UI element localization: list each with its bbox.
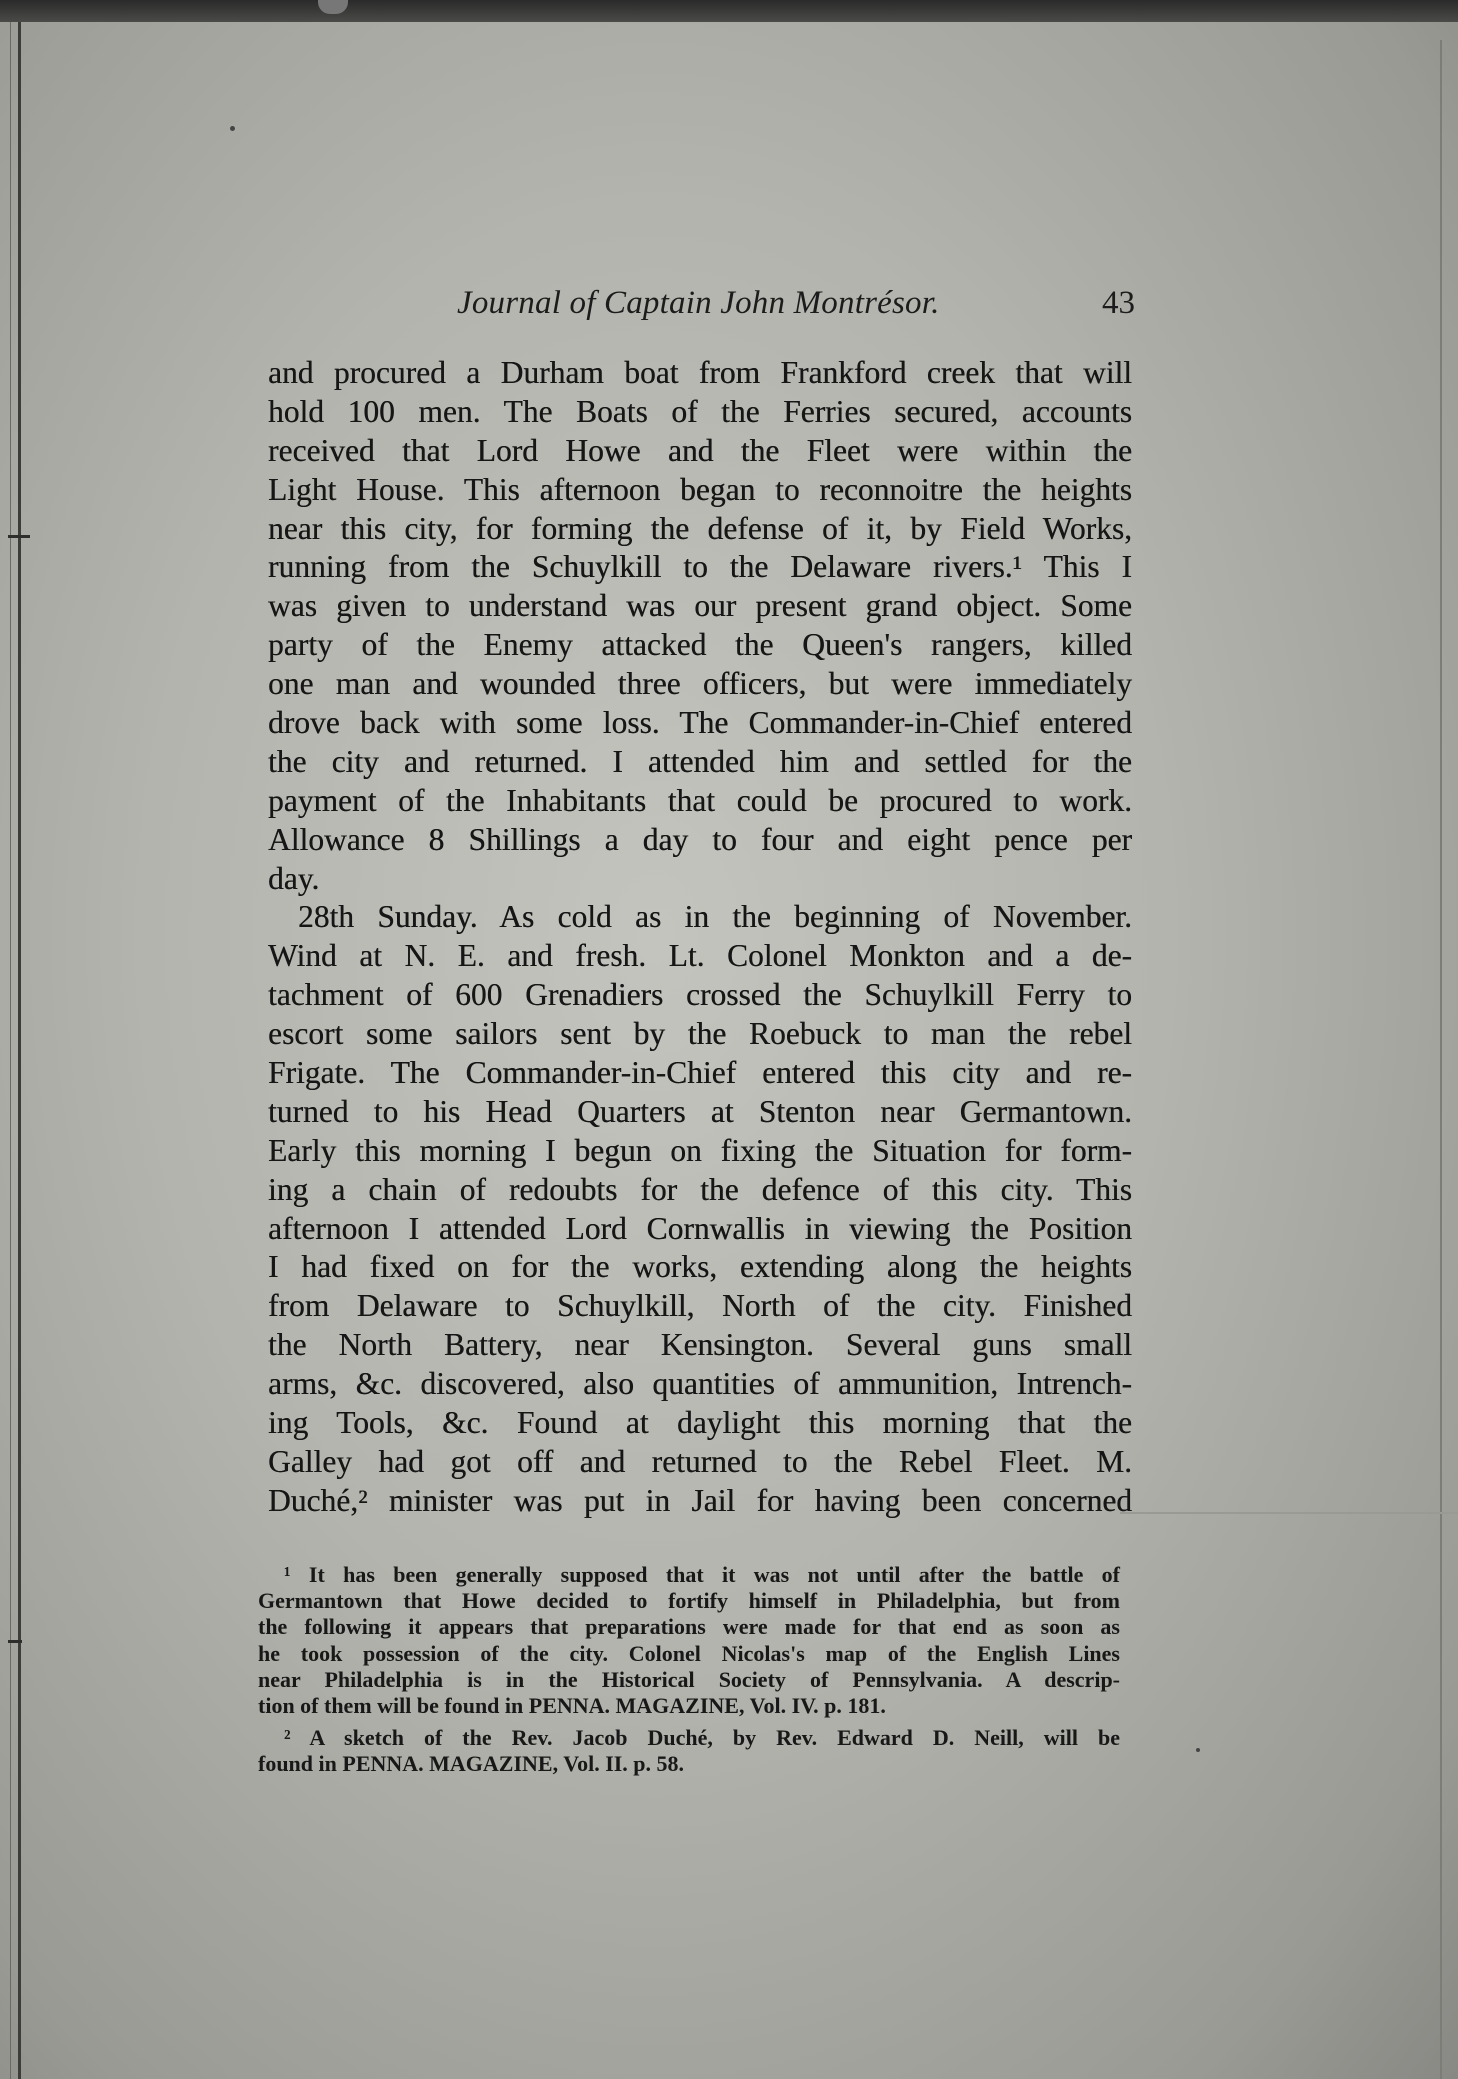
footnote-1 [258, 1562, 1120, 1719]
page-gutter-line [10, 22, 11, 2079]
body-line: afternoon I attended Lord Cornwallis in viewing the Position [268, 1210, 1132, 1246]
scan-top-border [0, 0, 1458, 22]
left-edge-mark [8, 1640, 22, 1643]
body-line: Galley had got off and returned to the Rebel Fleet. M. [268, 1443, 1132, 1479]
footnote-line: ² A sketch of the Rev. Jacob Duché, by Rev. Edward D. Neill, will be [284, 1725, 1120, 1751]
page-number: 43 [1102, 285, 1135, 321]
footnote-line: the following it appears that preparations were made for that end as soon as [258, 1614, 1120, 1640]
body-line: party of the Enemy attacked the Queen's rangers, killed [268, 627, 1132, 663]
body-line: received that Lord Howe and the Fleet were within the [268, 432, 1132, 468]
body-line: escort some sailors sent by the Roebuck to man the rebel [268, 1016, 1132, 1052]
running-header [270, 285, 1135, 331]
journal-body [268, 354, 1132, 1521]
page-right-edge [1440, 40, 1442, 2079]
paper-speck [230, 126, 235, 131]
page-left-edge [18, 22, 21, 2079]
body-line: day. [268, 860, 320, 896]
body-line: turned to his Head Quarters at Stenton near Germantown. [268, 1093, 1132, 1129]
body-line: from Delaware to Schuylkill, North of the city. Finished [268, 1288, 1132, 1324]
footnote-line: he took possession of the city. Colonel Nicolas's map of the English Lines [258, 1640, 1120, 1666]
footnotes [258, 1562, 1120, 1778]
body-line: payment of the Inhabitants that could be procured to work. [268, 782, 1132, 818]
body-line: Light House. This afternoon began to reconnoitre the heights [268, 471, 1132, 507]
body-line: tachment of 600 Grenadiers crossed the Schuylkill Ferry to [268, 977, 1132, 1013]
body-line: 28th Sunday. As cold as in the beginning of November. [298, 899, 1132, 935]
footnote-line: tion of them will be found in PENNA. MAGAZINE, Vol. IV. p. 181. [258, 1692, 886, 1718]
body-line: one man and wounded three officers, but were immediately [268, 666, 1132, 702]
footnote-line: ¹ It has been generally supposed that it was not until after the battle of [284, 1562, 1120, 1587]
running-title: Journal of Captain John Montrésor. [457, 285, 940, 321]
body-line: near this city, for forming the defense of it, by Field Works, [268, 510, 1132, 546]
body-line: ing Tools, &c. Found at daylight this morning that the [268, 1405, 1132, 1441]
body-line: drove back with some loss. The Commander-in-Chief entered [268, 705, 1132, 741]
footnote-line: near Philadelphia is in the Historical Society of Pennsylvania. A descrip- [258, 1666, 1120, 1692]
body-line: the North Battery, near Kensington. Several guns small [268, 1327, 1132, 1363]
body-line: the city and returned. I attended him and settled for the [268, 743, 1132, 779]
body-line: hold 100 men. The Boats of the Ferries secured, accounts [268, 393, 1132, 429]
body-line: Duché,² minister was put in Jail for having been concerned [268, 1482, 1132, 1518]
body-line: Early this morning I begun on fixing the Situation for form- [268, 1132, 1132, 1168]
left-edge-mark [8, 535, 30, 538]
body-line: and procured a Durham boat from Frankford creek that will [268, 355, 1132, 390]
footnote-line: Germantown that Howe decided to fortify himself in Philadelphia, but from [258, 1588, 1120, 1614]
body-line: ing a chain of redoubts for the defence of this city. This [268, 1171, 1132, 1207]
body-line: I had fixed on for the works, extending along the heights [268, 1249, 1132, 1285]
paper-speck [1196, 1748, 1200, 1752]
body-line: Wind at N. E. and fresh. Lt. Colonel Monkton and a de- [268, 938, 1132, 974]
footnote-line: found in PENNA. MAGAZINE, Vol. II. p. 58. [258, 1751, 685, 1777]
body-line: running from the Schuylkill to the Delaware rivers.¹ This I [268, 549, 1132, 585]
page-crease [1120, 1512, 1458, 1514]
body-line: Frigate. The Commander-in-Chief entered this city and re- [268, 1055, 1132, 1091]
body-line: was given to understand was our present grand object. Some [268, 588, 1132, 624]
body-line: Allowance 8 Shillings a day to four and eight pence per [268, 821, 1132, 857]
footnote-2 [258, 1725, 1120, 1777]
body-line: arms, &c. discovered, also quantities of ammunition, Intrench- [268, 1366, 1132, 1402]
